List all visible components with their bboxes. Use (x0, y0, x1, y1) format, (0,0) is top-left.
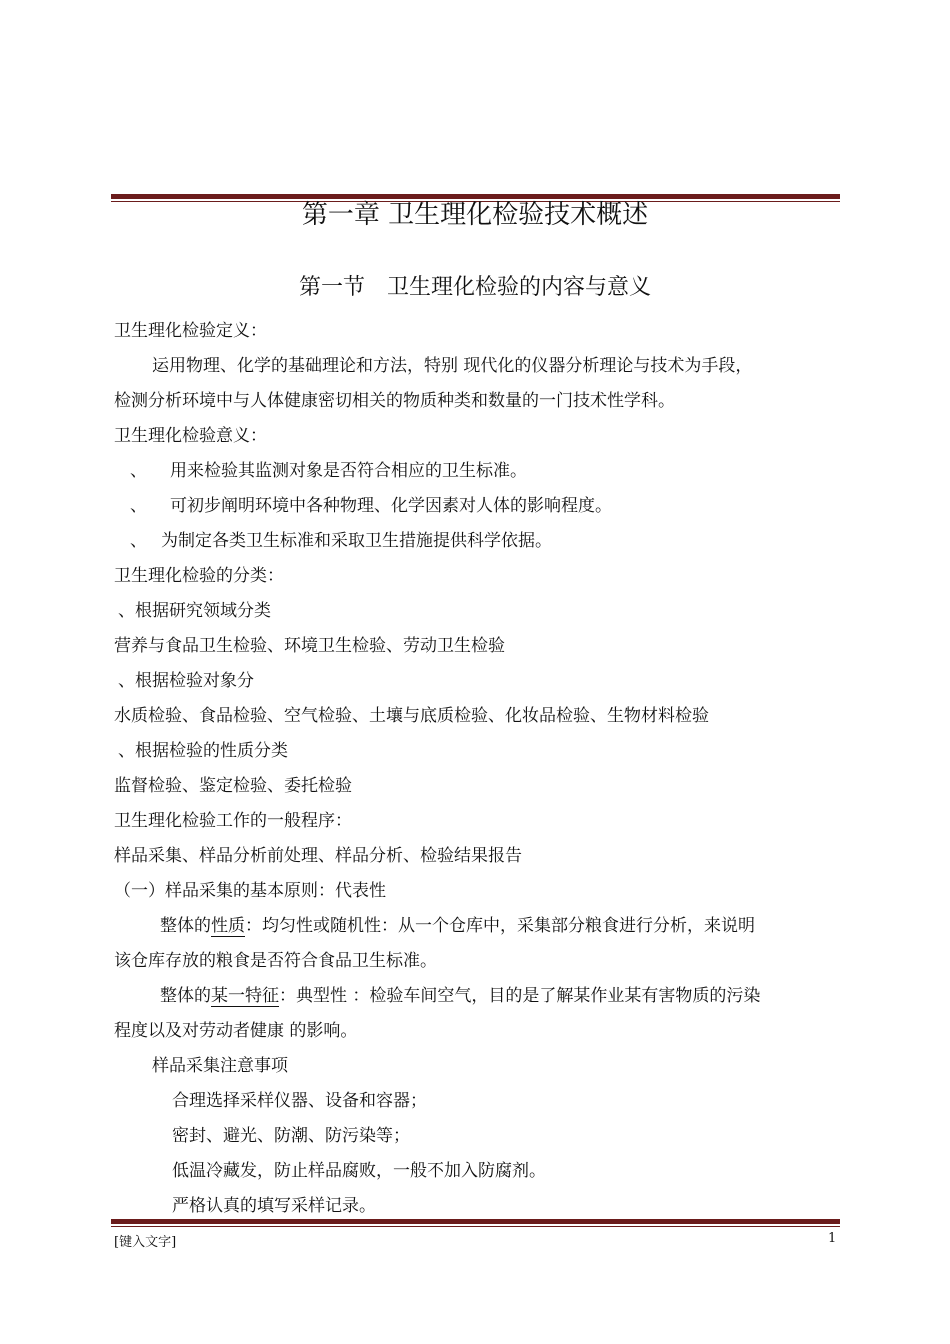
notes-heading: 样品采集注意事项 (152, 1056, 288, 1076)
classification-heading: 卫生理化检验的分类： (114, 566, 284, 586)
definition-heading: 卫生理化检验定义： (114, 321, 267, 341)
principle-paragraph: 该仓库存放的粮食是否符合食品卫生标准。 (114, 951, 437, 971)
list-item (114, 524, 842, 559)
list-mark: 、 (130, 531, 147, 551)
footer-rule (111, 1219, 840, 1227)
chapter-title: 第一章 卫生理化检验技术概述 (301, 200, 649, 230)
classification-text: 监督检验、鉴定检验、委托检验 (114, 776, 352, 796)
classification-subhead: 、根据研究领域分类 (118, 601, 271, 621)
principle-prefix: 整体的 (160, 986, 211, 1006)
classification-subhead: 、根据检验对象分 (118, 671, 254, 691)
footer-placeholder: [键入文字] (114, 1235, 177, 1250)
principle-rest: ：典型性 ：检验车间空气，目的是了解某作业某有害物质的污染 (279, 986, 761, 1006)
note-item: 密封、避光、防潮、防污染等； (172, 1126, 410, 1146)
list-item-text: 为制定各类卫生标准和采取卫生措施提供科学依据。 (161, 531, 552, 551)
note-item: 严格认真的填写采样记录。 (172, 1196, 376, 1216)
procedure-text: 样品采集、样品分析前处理、样品分析、检验结果报告 (114, 846, 522, 866)
definition-text: 运用物理、化学的基础理论和方法，特别 现代化的仪器分析理论与技术为手段， (152, 356, 753, 376)
section-number: 第一节 (298, 275, 365, 300)
section-title (0, 270, 950, 301)
list-mark: 、 (130, 496, 147, 516)
principle-prefix: 整体的 (160, 916, 211, 936)
list-item-text: 用来检验其监测对象是否符合相应的卫生标准。 (170, 461, 527, 481)
principle-rest: ：均匀性或随机性：从一个仓库中，采集部分粮食进行分析，来说明 (245, 916, 755, 936)
principle-heading: （一）样品采集的基本原则：代表性 (114, 881, 386, 901)
header-glyphs (0, 132, 950, 165)
list-item-text: 可初步阐明环境中各种物理、化学因素对人体的影响程度。 (170, 496, 612, 516)
procedure-heading: 卫生理化检验工作的一般程序： (114, 811, 352, 831)
page-number: 1 (828, 1231, 837, 1246)
section-title-text: 卫生理化检验的内容与意义 (387, 275, 652, 300)
underlined-term: 性质 (211, 916, 245, 936)
significance-heading: 卫生理化检验意义： (114, 426, 267, 446)
classification-text: 营养与食品卫生检验、环境卫生检验、劳动卫生检验 (114, 636, 505, 656)
note-item: 低温冷藏发，防止样品腐败，一般不加入防腐剂。 (172, 1161, 546, 1181)
classification-text: 水质检验、食品检验、空气检验、土壤与底质检验、化妆品检验、生物材料检验 (114, 706, 709, 726)
list-item (114, 454, 842, 489)
body-text (114, 314, 842, 1224)
list-item (114, 489, 842, 524)
definition-text: 检测分析环境中与人体健康密切相关的物质种类和数量的一门技术性学科。 (114, 391, 675, 411)
classification-subhead: 、根据检验的性质分类 (118, 741, 288, 761)
underlined-term: 某一特征 (211, 986, 279, 1006)
principle-paragraph (114, 979, 842, 1014)
list-mark: 、 (130, 461, 147, 481)
principle-paragraph: 程度以及对劳动者健康 的影响。 (114, 1021, 358, 1041)
principle-paragraph (114, 909, 842, 944)
note-item: 合理选择采样仪器、设备和容器； (172, 1091, 427, 1111)
